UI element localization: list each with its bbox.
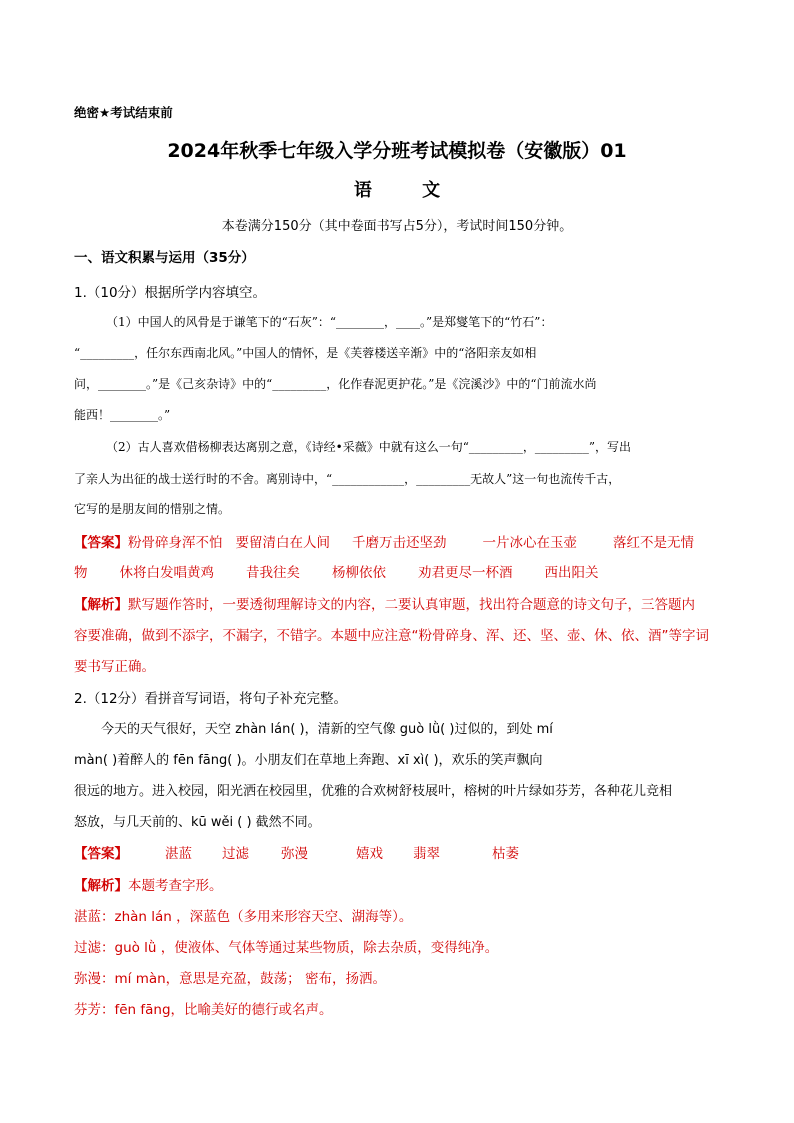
- q1-part2-line2: 了亲人为出征的战士送行时的不舍。离别诗中，“____________，_________无故人”这一句也流传千古，: [74, 472, 621, 486]
- answer-item: 枯萎: [492, 846, 519, 862]
- q1-analysis-line1: [74, 593, 695, 613]
- answer-item: 杨柳依依: [332, 565, 386, 581]
- q2-answer-line: [74, 842, 519, 862]
- analysis-text: 默写题作答时，一要透彻理解诗文的内容，二要认真审题，找出符合题意的诗文句子，三答题内: [128, 597, 695, 613]
- q1-part1-line3: 问，________。”是《己亥杂诗》中的“_________，化作春泥更护花。”是《浣溪沙》中的“门前流水尚: [74, 377, 597, 391]
- answer-item: 休将白发唱黄鸡: [119, 565, 214, 581]
- q2-explain-2: 过滤：guò lǜ ，使液体、气体等通过某些物质，除去杂质，变得纯净。: [74, 940, 499, 956]
- q1-part1-line2: “_________，任尔东西南北风。”中国人的情怀，是《芙蓉楼送辛渐》中的“洛阳亲友如相: [74, 346, 537, 360]
- answer-item: 落红不是无情: [613, 535, 694, 551]
- answer-item: 翡翠: [413, 846, 440, 862]
- q1-part1-line4: 能西！________。”: [74, 408, 171, 422]
- q1-answer-line1: [74, 531, 694, 551]
- question-1-stem: 1.（10分）根据所学内容填空。: [74, 285, 267, 301]
- answer-item: 千磨万击还坚劲: [352, 535, 447, 551]
- exam-title: 2024年秋季七年级入学分班考试模拟卷（安徽版）01: [167, 140, 627, 162]
- answer-item: 过滤: [222, 846, 249, 862]
- answer-item: 物: [74, 565, 88, 581]
- answer-item: 一片冰心在玉壶: [482, 535, 577, 551]
- analysis-text: 本题考查字形。: [128, 878, 223, 894]
- answer-label: 【答案】: [74, 535, 128, 551]
- exam-note: 本卷满分150分（其中卷面书写占5分），考试时间150分钟。: [221, 219, 573, 234]
- answer-item: 粉骨碎身浑不怕: [128, 535, 223, 551]
- q2-explain-3: 弥漫：mí màn，意思是充盈，鼓荡； 密布，扬洒。: [74, 971, 386, 987]
- q1-analysis-line3: 要书写正确。: [74, 659, 155, 675]
- q1-part1-line1: （1）中国人的风骨是于谦笔下的“石灰”：“________，____。”是郑燮笔下的“竹石”：: [106, 315, 553, 329]
- answer-item: 昔我往矣: [246, 565, 300, 581]
- analysis-label: 【解析】: [74, 878, 128, 894]
- q1-part2-line1: （2）古人喜欢借杨柳表达离别之意，《诗经•采薇》中就有这么一句“_________，_________”，写出: [106, 440, 631, 454]
- question-2-stem: 2.（12分）看拼音写词语，将句子补充完整。: [74, 691, 348, 707]
- answer-item: 湛蓝: [165, 846, 192, 862]
- q2-text-line2: màn( )着醉人的 fēn fāng( )。小朋友们在草地上奔跑、xī xì( )，欢乐的笑声飘向: [74, 753, 543, 768]
- subject-title: 语 文: [353, 180, 463, 201]
- q2-analysis-line: [74, 874, 223, 894]
- q1-analysis-line2: 容要准确，做到不添字，不漏字，不错字。本题中应注意“粉骨碎身、浑、还、坚、壶、休、依、酒”等字词: [74, 628, 709, 644]
- q2-text-line1: 今天的天气很好，天空 zhàn lán( )，清新的空气像 guò lǜ( )过似的，到处 mí: [101, 722, 553, 737]
- answer-item: 西出阳关: [544, 565, 599, 581]
- analysis-label: 【解析】: [74, 597, 128, 613]
- q2-explain-4: 芬芳：fēn fāng，比喻美好的德行或名声。: [74, 1002, 333, 1018]
- answer-item: 弥漫: [281, 846, 308, 862]
- q2-text-line3: 很远的地方。进入校园，阳光洒在校园里，优雅的合欢树舒枝展叶，榕树的叶片绿如芬芳，各种花儿竞相: [74, 784, 673, 799]
- q1-part2-line3: 它写的是朋友间的惜别之情。: [74, 502, 231, 516]
- confidential-label: 绝密★考试结束前: [74, 105, 173, 120]
- answer-label: 【答案】: [74, 846, 128, 862]
- section-heading: 一、语文积累与运用（35分）: [74, 250, 255, 266]
- answer-item: 劝君更尽一杯酒: [418, 565, 513, 581]
- q2-text-line4: 怒放，与几天前的、kū wěi ( ) 截然不同。: [74, 815, 321, 830]
- q2-explain-1: 湛蓝：zhàn lán ，深蓝色（多用来形容天空、湖海等）。: [74, 909, 413, 925]
- answer-item: 要留清白在人间: [235, 535, 330, 551]
- answer-item: 嬉戏: [356, 846, 383, 862]
- q1-answer-line2: [74, 561, 599, 581]
